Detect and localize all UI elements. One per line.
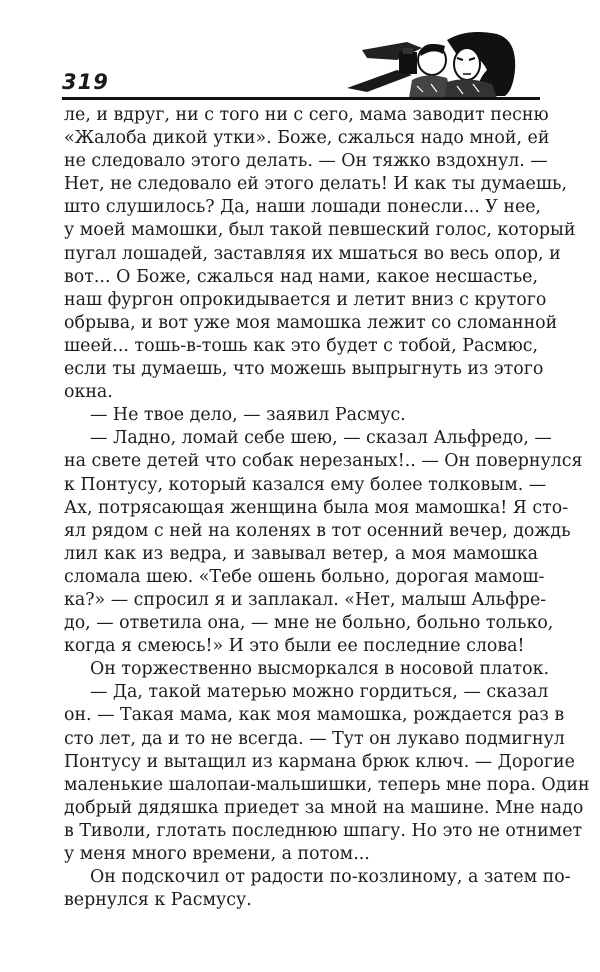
text-line: не следовало этого делать. — Он тяжко вздохнул. — bbox=[64, 151, 548, 172]
text-line: Он торжественно высморкался в носовой платок. bbox=[90, 659, 550, 680]
page-number: 319 bbox=[62, 70, 109, 94]
boy-with-camera-illustration-icon bbox=[327, 30, 537, 98]
text-line: Понтусу и вытащил из кармана брюк ключ. — Дорогие bbox=[64, 751, 575, 772]
text-line: добрый дядяшка приедет за мной на машине. Мне надо bbox=[64, 797, 584, 818]
text-line: сто лет, да и то не всегда. — Тут он лукаво подмигнул bbox=[64, 728, 565, 749]
header-rule bbox=[62, 97, 540, 100]
text-line: у меня много времени, а потом... bbox=[64, 844, 370, 864]
text-line: што слушилось? Да, наши лошади понесли... У нее, bbox=[64, 197, 542, 218]
text-line: шеей... тошь-в-тошь как это будет с тобой, Расмюс, bbox=[64, 335, 538, 356]
text-line: окна. bbox=[64, 382, 113, 403]
text-line: — Да, такой матерью можно гордиться, — сказал bbox=[90, 682, 549, 703]
text-line: вернулся к Расмусу. bbox=[64, 890, 252, 911]
text-line: Он подскочил от радости по-козлиному, а затем по- bbox=[90, 867, 571, 888]
text-line: — Ладно, ломай себе шею, — сказал Альфредо, — bbox=[90, 428, 552, 449]
text-line: он. — Такая мама, как моя мамошка, рождается раз в bbox=[64, 705, 565, 726]
text-line: сломала шею. «Тебе ошень больно, дорогая мамош- bbox=[64, 566, 545, 587]
text-line: «Жалоба дикой утки». Боже, сжалься надо мной, ей bbox=[64, 128, 550, 149]
text-line: ле, и вдруг, ни с того ни с сего, мама заводит песню bbox=[64, 105, 549, 125]
text-line: ял рядом с ней на коленях в тот осенний вечер, дождь bbox=[64, 520, 571, 541]
text-line: маленькие шалопаи-мальшишки, теперь мне пора. Один bbox=[64, 774, 590, 795]
text-line: наш фургон опрокидывается и летит вниз с крутого bbox=[64, 289, 547, 310]
text-line: лил как из ведра, и завывал ветер, а моя мамошка bbox=[64, 543, 538, 564]
text-line: когда я смеюсь!» И это были ее последние слова! bbox=[64, 636, 525, 657]
text-line: пугал лошадей, заставляя их мшаться во весь опор, и bbox=[64, 243, 561, 264]
text-line: на свете детей что собак нерезаных!.. — Он повернулся bbox=[64, 451, 583, 472]
text-line: — Не твое дело, — заявил Расмус. bbox=[90, 405, 406, 426]
text-line: ка?» — спросил я и заплакал. «Нет, малыш Альфре- bbox=[64, 589, 547, 610]
text-line: если ты думаешь, что можешь выпрыгнуть из этого bbox=[64, 359, 544, 380]
page-header bbox=[62, 30, 540, 100]
text-line: в Тиволи, глотать последнюю шпагу. Но это не отнимет bbox=[64, 820, 583, 841]
text-line: Ах, потрясающая женщина была моя мамошка! Я сто- bbox=[64, 497, 569, 518]
text-line: обрыва, и вот уже моя мамошка лежит со сломанной bbox=[64, 312, 558, 333]
text-line: вот... О Боже, сжалься над нами, какое несшастье, bbox=[64, 266, 538, 287]
text-line: до, — ответила она, — мне не больно, больно только, bbox=[64, 613, 554, 634]
text-line: к Понтусу, который казался ему более толковым. — bbox=[64, 474, 547, 495]
text-line: Нет, не следовало ей этого делать! И как ты думаешь, bbox=[64, 174, 567, 195]
text-line: у моей мамошки, был такой певшеский голос, который bbox=[64, 220, 576, 241]
page-body-text bbox=[64, 104, 590, 912]
